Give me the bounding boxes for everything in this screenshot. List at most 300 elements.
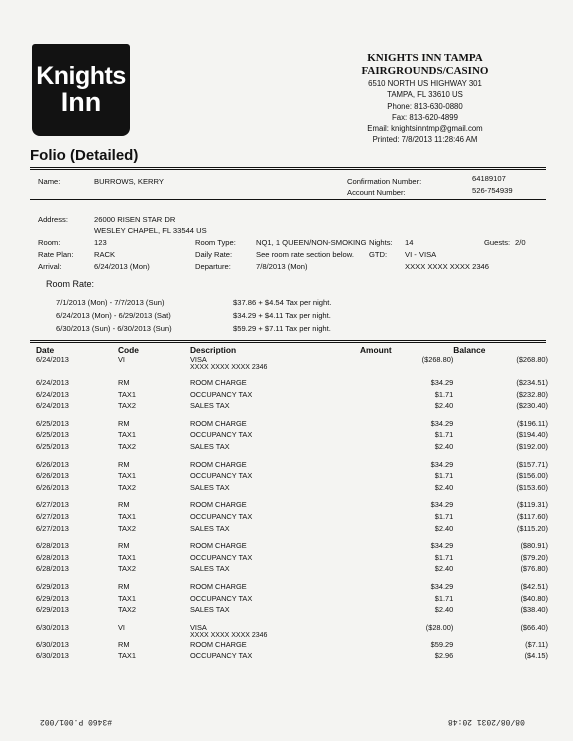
guest-name: BURROWS, KERRY [94,177,164,186]
departure-date: 7/8/2013 (Mon) [256,262,308,271]
cell-description [190,454,360,472]
cell-balance-text: ($66.40) [520,622,548,632]
cell-date [36,355,118,372]
rate-period-3: 6/30/2013 (Sun) - 6/30/2013 (Sun) [56,324,172,333]
cell-description [190,617,360,640]
cell-date-text: 6/25/2013 [36,418,69,428]
knights-inn-logo [32,44,130,136]
cell-balance [453,594,548,606]
cell-description-text: ROOM CHARGE [190,639,247,649]
cell-date [36,594,118,606]
cell-balance-text: ($119.31) [516,500,548,510]
cell-code-text: RM [118,500,130,510]
rate-period-1: 7/1/2013 (Mon) - 7/7/2013 (Sun) [56,298,165,307]
cell-balance [453,553,548,565]
transactions-divider [30,340,546,343]
cell-balance-text: ($76.80) [520,564,548,574]
cell-balance [453,483,548,495]
cell-date [36,494,118,512]
cell-amount [360,413,453,431]
cell-amount [360,564,453,576]
cell-date-text: 6/27/2013 [36,511,69,521]
name-label: Name: [38,177,61,186]
cell-date-text: 6/28/2013 [36,541,69,551]
hotel-name-line2: FAIRGROUNDS/CASINO [361,65,489,77]
cell-date-text: 6/24/2013 [36,389,69,399]
cell-amount [360,512,453,524]
cell-balance [453,454,548,472]
rate-plan: RACK [94,250,116,259]
cell-amount [360,553,453,565]
address-line1: 26000 RISEN STAR DR [94,215,176,224]
cell-amount-text: ($28.00) [425,622,454,632]
cell-amount-text: $2.40 [434,482,454,492]
card-number: XXXX XXXX XXXX 2346 [405,262,490,271]
cell-code [118,355,190,372]
guests-value: 2/0 [515,238,526,247]
cell-amount [360,524,453,536]
table-row [36,617,548,640]
cell-description-text: VISA [190,355,207,364]
cell-amount-text: $1.71 [434,389,454,399]
cell-description-text: ROOM CHARGE [190,500,247,510]
cell-balance-text: ($115.20) [516,523,548,533]
table-row [36,413,548,431]
table-row [36,372,548,390]
cell-date-text: 6/27/2013 [36,500,69,510]
cell-balance [453,535,548,553]
cell-date [36,512,118,524]
cell-balance [453,442,548,454]
cell-date-text: 6/28/2013 [36,552,69,562]
cell-code-text: RM [118,378,130,387]
cell-amount-text: $59.29 [430,639,454,649]
cell-amount-text: $2.40 [434,401,454,411]
col-code: Code [118,345,139,355]
cell-code [118,651,190,663]
table-row [36,483,548,495]
rate-period-2: 6/24/2013 (Mon) - 6/29/2013 (Sat) [56,311,171,320]
cell-date-text: 6/29/2013 [36,593,69,603]
cell-amount-text: $2.40 [434,441,454,451]
cell-balance-text: ($234.51) [516,378,548,387]
table-row [36,401,548,413]
cell-balance [453,651,548,663]
cell-code-text: TAX2 [118,482,136,492]
cell-code [118,454,190,472]
cell-description-text: SALES TAX [190,564,230,574]
cell-amount [360,605,453,617]
cell-amount-text: $2.40 [434,564,454,574]
cell-balance-text: ($157.71) [516,459,548,469]
cell-date [36,617,118,640]
cell-amount [360,471,453,483]
cell-amount-text: $2.40 [434,605,454,615]
table-row [36,512,548,524]
daily-rate: See room rate section below. [256,250,354,259]
cell-code-text: TAX1 [118,430,136,440]
cell-description [190,483,360,495]
account-number: 526-754939 [472,186,513,195]
cell-date [36,390,118,402]
cell-code-text: RM [118,418,130,428]
cell-description-text: ROOM CHARGE [190,581,247,591]
cell-amount [360,372,453,390]
cell-description [190,442,360,454]
cell-date-text: 6/30/2013 [36,622,69,632]
cell-balance-text: ($117.60) [516,511,548,521]
col-date: Date [36,345,55,355]
printed-timestamp: Printed: 7/8/2013 11:28:46 AM [372,135,478,145]
room-type: NQ1, 1 QUEEN/NON-SMOKING [256,238,367,247]
cell-balance-text: ($192.00) [516,441,548,451]
cell-balance-text: ($196.11) [516,418,548,428]
gtd-label: GTD: [369,250,388,259]
cell-code-text: TAX1 [118,511,136,521]
cell-code [118,483,190,495]
cell-description-text: OCCUPANCY TAX [190,430,253,440]
fax-footer-left: #3460 P.001/002 [40,717,113,726]
cell-code-text: RM [118,581,130,591]
cell-balance-text: ($232.80) [516,389,548,399]
cell-description-text: ROOM CHARGE [190,541,247,551]
cell-balance-text: ($42.51) [520,581,548,591]
cell-date-text: 6/27/2013 [36,523,69,533]
cell-date-text: 6/30/2013 [36,651,69,661]
cell-amount-text: $34.29 [430,581,454,591]
cell-code [118,564,190,576]
cell-date [36,605,118,617]
cell-code-text: TAX2 [118,605,136,615]
cell-code [118,640,190,652]
transactions-body [36,355,548,663]
confirmation-number: 64189107 [472,174,506,183]
room-label: Room: [38,238,61,247]
cell-amount [360,640,453,652]
logo-line1: Knights [36,62,126,90]
card-mask: XXXX XXXX XXXX 2346 [190,364,268,371]
cell-balance-text: ($268.80) [516,355,548,364]
col-description: Description [190,345,237,355]
cell-description [190,651,360,663]
table-row [36,442,548,454]
cell-amount-text: $2.96 [434,651,454,661]
cell-date [36,640,118,652]
cell-balance [453,564,548,576]
fax-footer-right: 08/08/2031 20:48 [448,717,525,726]
cell-date [36,535,118,553]
room-type-label: Room Type: [195,238,236,247]
cell-balance-text: ($40.80) [520,593,548,603]
cell-amount [360,617,453,640]
cell-code-text: TAX1 [118,651,136,661]
cell-code [118,617,190,640]
rate-plan-label: Rate Plan: [38,250,74,259]
table-row [36,390,548,402]
cell-description [190,355,360,372]
table-row [36,494,548,512]
cell-description-text: SALES TAX [190,441,230,451]
cell-description [190,564,360,576]
cell-amount-text: ($268.80) [421,355,454,364]
cell-code [118,471,190,483]
cell-balance-text: ($79.20) [520,552,548,562]
cell-code [118,372,190,390]
cell-description [190,471,360,483]
hotel-email: Email: knightsinntmp@gmail.com [367,124,483,134]
cell-date-text: 6/29/2013 [36,581,69,591]
cell-balance [453,605,548,617]
cell-amount [360,355,453,372]
cell-description-text: OCCUPANCY TAX [190,593,253,603]
cell-code-text: TAX1 [118,552,136,562]
cell-balance [453,640,548,652]
cell-description [190,594,360,606]
cell-balance [453,401,548,413]
cell-amount-text: $1.71 [434,593,454,603]
cell-code [118,524,190,536]
cell-amount-text: $1.71 [434,511,454,521]
table-header-row [36,344,548,355]
cell-code [118,535,190,553]
cell-amount [360,594,453,606]
hotel-address1: 6510 NORTH US HIGHWAY 301 [368,79,482,88]
table-row [36,605,548,617]
table-row [36,651,548,663]
cell-date [36,471,118,483]
room-rate-label: Room Rate: [46,279,95,289]
cell-date-text: 6/24/2013 [36,378,69,387]
table-row [36,640,548,652]
cell-balance [453,576,548,594]
cell-code-text: TAX2 [118,523,136,533]
nights-label: Nights: [369,238,393,247]
rate-value-1: $37.86 + $4.54 Tax per night. [233,298,332,307]
cell-amount-text: $1.71 [434,430,454,440]
cell-balance [453,512,548,524]
cell-date [36,413,118,431]
cell-amount-text: $34.29 [430,500,454,510]
cell-amount [360,651,453,663]
cell-amount [360,483,453,495]
card-mask: XXXX XXXX XXXX 2346 [190,631,268,639]
cell-balance [453,413,548,431]
cell-date-text: 6/26/2013 [36,482,69,492]
guest-divider [30,199,546,200]
cell-date [36,576,118,594]
cell-description [190,494,360,512]
hotel-fax: Fax: 813-620-4899 [392,112,458,122]
cell-description-text: SALES TAX [190,523,230,533]
cell-date-text: 6/24/2013 [36,355,69,364]
cell-description [190,524,360,536]
cell-code [118,553,190,565]
cell-description-text: SALES TAX [190,605,230,615]
guests-label: Guests: [484,238,511,247]
cell-balance [453,372,548,390]
cell-balance-text: ($153.60) [516,482,548,492]
confirmation-label: Confirmation Number: [347,177,422,186]
cell-description [190,640,360,652]
table-row [36,454,548,472]
table-row [36,553,548,565]
cell-amount [360,401,453,413]
cell-amount [360,442,453,454]
cell-code-text: RM [118,459,130,469]
cell-description-text: ROOM CHARGE [190,378,247,387]
nights-value: 14 [405,238,414,247]
cell-code-text: TAX1 [118,471,136,481]
cell-balance-text: ($80.91) [520,541,548,551]
cell-balance [453,471,548,483]
cell-date-text: 6/26/2013 [36,471,69,481]
cell-code-text: TAX1 [118,593,136,603]
cell-description-text: OCCUPANCY TAX [190,511,253,521]
cell-date [36,524,118,536]
cell-code [118,401,190,413]
address-label: Address: [38,215,68,224]
cell-description-text: ROOM CHARGE [190,459,247,469]
table-row [36,430,548,442]
cell-amount-text: $34.29 [430,541,454,551]
col-balance: Balance [453,345,486,355]
cell-description [190,413,360,431]
cell-date-text: 6/25/2013 [36,441,69,451]
cell-balance-text: ($38.40) [520,605,548,615]
cell-description [190,372,360,390]
cell-date [36,564,118,576]
table-row [36,535,548,553]
room-number: 123 [94,238,107,247]
arrival-date: 6/24/2013 (Mon) [94,262,150,271]
cell-code-text: VI [118,355,125,364]
cell-amount-text: $1.71 [434,471,454,481]
cell-description [190,535,360,553]
cell-date [36,454,118,472]
rate-value-3: $59.29 + $7.11 Tax per night. [233,324,331,333]
cell-code-text: TAX2 [118,441,136,451]
cell-balance-text: ($7.11) [525,639,548,649]
cell-amount-text: $34.29 [430,418,454,428]
table-row [36,576,548,594]
cell-description-text: SALES TAX [190,482,230,492]
cell-amount [360,576,453,594]
cell-description-text: OCCUPANCY TAX [190,651,253,661]
table-row [36,564,548,576]
hotel-phone: Phone: 813-630-0880 [387,101,463,111]
table-row [36,524,548,536]
cell-description [190,605,360,617]
cell-description-text: OCCUPANCY TAX [190,552,253,562]
cell-date-text: 6/24/2013 [36,401,69,411]
cell-date [36,430,118,442]
cell-code-text: VI [118,622,125,632]
cell-code-text: TAX1 [118,389,136,399]
cell-balance-text: ($230.40) [516,401,548,411]
page-title: Folio (Detailed) [30,147,139,164]
cell-description [190,430,360,442]
rate-value-2: $34.29 + $4.11 Tax per night. [233,311,331,320]
departure-label: Departure: [195,262,231,271]
address-line2: WESLEY CHAPEL, FL 33544 US [94,226,207,235]
hotel-name-line1: KNIGHTS INN TAMPA [367,52,483,64]
cell-date-text: 6/29/2013 [36,605,69,615]
cell-code [118,390,190,402]
cell-date [36,442,118,454]
cell-description-text: ROOM CHARGE [190,418,247,428]
table-row [36,355,548,372]
logo-line2: Inn [60,87,102,117]
cell-code-text: RM [118,541,130,551]
cell-description [190,576,360,594]
cell-date-text: 6/30/2013 [36,639,69,649]
daily-rate-label: Daily Rate: [195,250,233,259]
cell-balance [453,524,548,536]
cell-code-text: TAX2 [118,564,136,574]
table-row [36,594,548,606]
cell-date [36,372,118,390]
transactions-table [36,344,548,663]
cell-date [36,651,118,663]
cell-code [118,413,190,431]
cell-date [36,553,118,565]
title-divider [30,167,546,170]
gtd-value: VI - VISA [405,250,437,259]
cell-amount-text: $34.29 [430,378,454,387]
cell-amount-text: $2.40 [434,523,454,533]
cell-balance [453,617,548,640]
cell-amount-text: $34.29 [430,459,454,469]
cell-description [190,401,360,413]
cell-code [118,494,190,512]
cell-date-text: 6/26/2013 [36,459,69,469]
cell-description-text: OCCUPANCY TAX [190,471,253,481]
cell-description-text: VISA [190,622,207,632]
cell-amount-text: $1.71 [434,552,454,562]
cell-balance-text: ($4.15) [524,651,548,661]
cell-code-text: RM [118,639,130,649]
cell-balance-text: ($156.00) [516,471,548,481]
col-amount: Amount [360,345,392,355]
cell-date-text: 6/28/2013 [36,564,69,574]
cell-date [36,483,118,495]
cell-code [118,512,190,524]
cell-balance [453,494,548,512]
cell-description-text: SALES TAX [190,401,230,411]
hotel-address2: TAMPA, FL 33610 US [387,90,463,100]
cell-code-text: TAX2 [118,401,136,411]
cell-amount [360,430,453,442]
cell-code [118,576,190,594]
cell-date [36,401,118,413]
cell-code [118,605,190,617]
cell-code [118,594,190,606]
cell-description [190,553,360,565]
cell-code [118,430,190,442]
account-label: Account Number: [347,188,406,197]
cell-amount [360,454,453,472]
cell-description [190,512,360,524]
cell-balance-text: ($194.40) [516,430,548,440]
arrival-label: Arrival: [38,262,62,271]
table-row [36,471,548,483]
cell-amount [360,535,453,553]
cell-date-text: 6/25/2013 [36,430,69,440]
cell-amount [360,390,453,402]
cell-balance [453,430,548,442]
cell-balance [453,390,548,402]
cell-description-text: OCCUPANCY TAX [190,389,253,399]
